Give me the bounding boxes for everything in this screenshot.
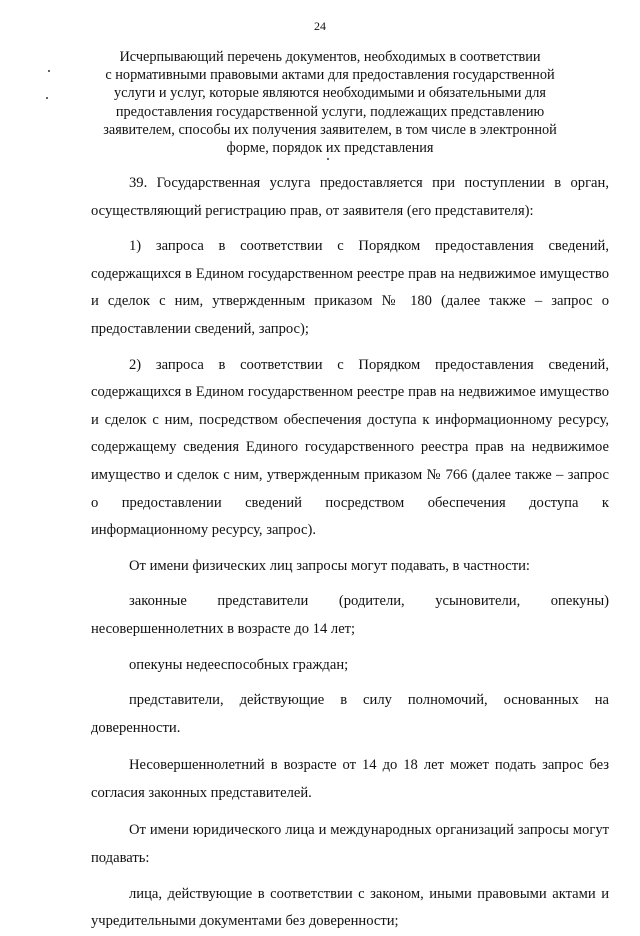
heading-line: с нормативными правовыми актами для предоставления государственной [105,67,555,84]
heading-line: заявителем, способы их получения заявителем, в том числе в электронной [103,121,557,138]
paragraph-individuals-intro: От имени физических лиц запросы могут подавать, в частности: [129,557,530,574]
body-text [91,170,609,936]
paragraph-legal-entities-intro: От имени юридического лица и международных организаций запросы могут подавать: [91,822,609,867]
page-number: 24 [314,19,326,33]
paragraph-guardians-incapable: опекуны недееспособных граждан; [129,656,349,673]
scan-speck [327,158,329,160]
paragraph-authorized-persons: лица, действующие в соответствии с законом, иными правовыми актами и учредительными документами без доверенности; [91,885,609,930]
paragraph-subitem-2: 2) запроса в соответствии с Порядком предоставления сведений, содержащихся в Едином государственном реестре прав на недвижимое имущество и сделок с ним, посредством обеспечения доступа к информационному ресурсу, содержащему сведения Единого государственного реестра прав на недвижимое имущество и сделок с ним, утвержденным приказом № 766 (далее также – запрос о предоставлении сведений посредством обеспечения доступа к информационному ресурсу, запрос). [91,356,609,539]
section-heading [95,48,565,157]
paragraph-item-39: 39. Государственная услуга предоставляется при поступлении в орган, осуществляющий регистрацию прав, от заявителя (его представителя): [91,175,609,219]
paragraph-minors: Несовершеннолетний в возрасте от 14 до 18 лет может подать запрос без согласия законных представителей. [91,757,609,801]
scan-speck [46,97,48,99]
heading-line: Исчерпывающий перечень документов, необходимых в соответствии [119,49,541,65]
heading-line: форме, порядок их представления [226,140,434,157]
heading-line: услуги и услуг, которые являются необходимыми и обязательными для [114,85,546,102]
paragraph-legal-guardians: законные представители (родители, усыновители, опекуны) несовершеннолетних в возрасте до 14 лет; [91,593,609,637]
paragraph-representatives: представители, действующие в силу полномочий, основанных на доверенности. [91,692,609,736]
heading-line: предоставления государственной услуги, подлежащих представлению [115,103,545,120]
scan-speck [48,70,50,72]
paragraph-subitem-1: 1) запроса в соответствии с Порядком предоставления сведений, содержащихся в Едином государственном реестре прав на недвижимое имущество и сделок с ним, утвержденным приказом № 180 (далее также – запрос о предоставлении сведений, запрос); [91,238,609,337]
